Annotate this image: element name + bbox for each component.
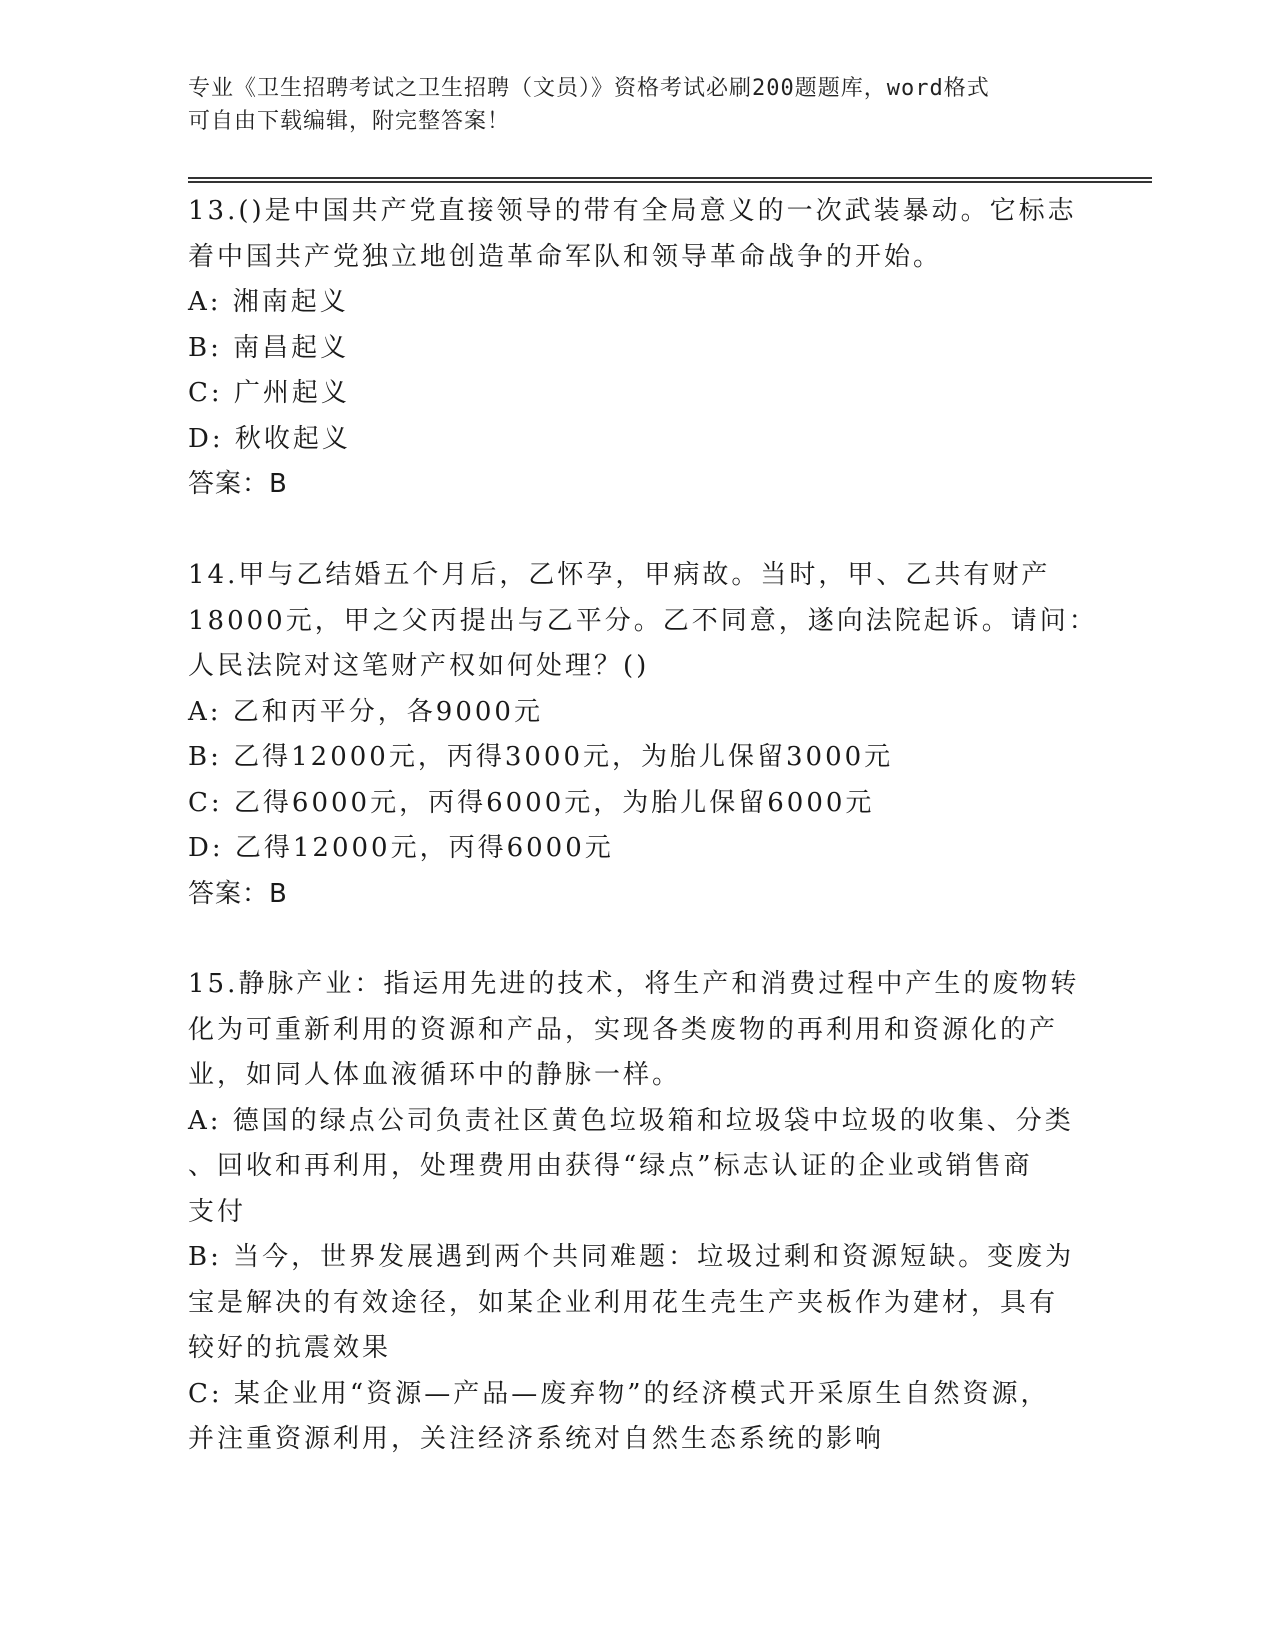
answer: 答案：B [188, 469, 288, 499]
option-c: C: 乙得6000元，丙得6000元，为胎儿保留6000元 [188, 787, 875, 818]
option-a: A: 德国的绿点公司负责社区黄色垃圾箱和垃圾袋中垃圾的收集、分类 [188, 1105, 1074, 1136]
option-b: B: 当今，世界发展遇到两个共同难题：垃圾过剩和资源短缺。变废为 [188, 1242, 1075, 1272]
option-a: A: 乙和丙平分，各9000元 [188, 696, 543, 727]
option-d: D: 秋收起义 [188, 423, 351, 454]
header-line: 专业《卫生招聘考试之卫生招聘（文员）》资格考试必刷200题题库，word格式 [188, 76, 990, 101]
question-stem-line: 13.()是中国共产党直接领导的带有全局意义的一次武装暴动。它标志 [188, 196, 1077, 226]
question-stem-line: 14.甲与乙结婚五个月后，乙怀孕，甲病故。当时，甲、乙共有财产 [188, 560, 1051, 590]
document-header [188, 72, 1068, 138]
option-b-continued: 宝是解决的有效途径，如某企业利用花生壳生产夹板作为建材，具有 [188, 1287, 1059, 1318]
answer: 答案：B [188, 878, 288, 909]
header-line: 可自由下载编辑，附完整答案！ [188, 109, 511, 134]
option-b-continued: 较好的抗震效果 [188, 1333, 392, 1363]
option-c: C: 某企业用“资源—产品—废弃物”的经济模式开采原生自然资源， [188, 1378, 1050, 1409]
question-stem-line: 15.静脉产业：指运用先进的技术，将生产和消费过程中产生的废物转 [188, 969, 1080, 999]
question-stem-line: 人民法院对这笔财产权如何处理？() [188, 651, 650, 681]
option-b: B: 乙得12000元，丙得3000元，为胎儿保留3000元 [188, 742, 894, 772]
option-a-continued: 、回收和再利用，处理费用由获得“绿点”标志认证的企业或销售商 [188, 1151, 1033, 1181]
option-b: B: 南昌起义 [188, 332, 350, 363]
option-c: C: 广州起义 [188, 378, 350, 408]
header-divider [188, 181, 1152, 183]
question-14 [188, 553, 1098, 917]
question-stem-line: 18000元，甲之父丙提出与乙平分。乙不同意，遂向法院起诉。请问： [188, 605, 1098, 636]
option-a: A: 湘南起义 [188, 287, 349, 317]
header-divider [188, 177, 1152, 179]
question-13 [188, 189, 1088, 508]
option-c-continued: 并注重资源利用，关注经济系统对自然生态系统的影响 [188, 1424, 885, 1454]
question-15 [188, 962, 1088, 1463]
option-a-continued: 支付 [188, 1196, 247, 1227]
question-stem-line: 化为可重新利用的资源和产品，实现各类废物的再利用和资源化的产 [188, 1014, 1059, 1045]
question-stem-line: 着中国共产党独立地创造革命军队和领导革命战争的开始。 [188, 241, 943, 272]
question-stem-line: 业，如同人体血液循环中的静脉一样。 [188, 1060, 682, 1090]
option-d: D: 乙得12000元，丙得6000元 [188, 833, 614, 863]
